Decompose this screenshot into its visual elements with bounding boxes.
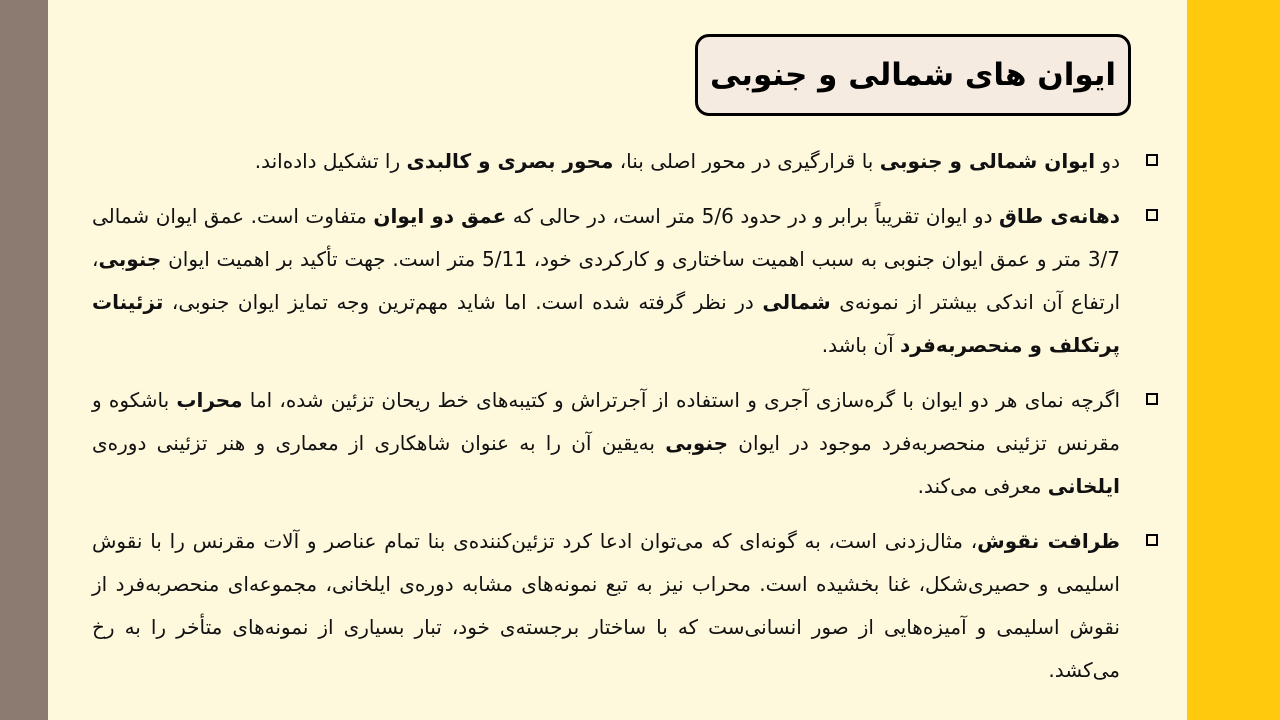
square-bullet-icon: [1146, 393, 1158, 405]
square-bullet-icon: [1146, 534, 1158, 546]
square-bullet-icon: [1146, 209, 1158, 221]
bullet-list: [92, 140, 1158, 704]
bullet-text-segment: متفاوت است. عمق ایوان شمالی 3/7 متر و عمق ایوان جنوبی به سبب اهمیت ساختاری و کارکردی خود، 5/11 متر است. جهت تأکید بر اهمیت ایوان: [92, 204, 1120, 271]
bullet-bold-segment: جنوبی: [98, 247, 162, 271]
bullet-text-segment: اگرچه نمای هر دو ایوان با گره‌سازی آجری و استفاده از آجرتراش و کتیبه‌های خط ریحان تزئین شده، اما: [242, 388, 1120, 412]
bullet-text-segment: دو ایوان تقریباً برابر و در حدود 5/6 متر است، در حالی که: [506, 204, 1000, 228]
bullet-bold-segment: ظرافت نقوش: [977, 529, 1121, 553]
bullet-text-segment: به‌یقین آن را به عنوان شاهکاری از معماری و هنر تزئینی دوره‌ی: [92, 431, 666, 455]
slide-title: ایوان های شمالی و جنوبی: [709, 57, 1117, 93]
bullet-bold-segment: دهانه‌ی طاق: [999, 204, 1120, 228]
bullet-text-segment: ، ارتفاع آن اندکی بیشتر از نمونه‌ی: [92, 247, 1120, 314]
bullet-text-segment: دو: [1095, 149, 1120, 173]
bullet-text-segment: را تشکیل داده‌اند.: [254, 149, 407, 173]
bullet-bold-segment: ایلخانی: [1047, 474, 1120, 498]
bullet-bold-segment: عمق دو ایوان: [373, 204, 507, 228]
bullet-text-segment: آن باشد.: [821, 333, 901, 357]
title-box: [695, 34, 1131, 116]
bullet-bold-segment: محراب: [176, 388, 243, 412]
bullet-item-1: [92, 140, 1158, 183]
bullet-bold-segment: تزئینات پرتکلف و منحصربه‌فرد: [92, 290, 1120, 357]
bullet-bold-segment: شمالی: [762, 290, 831, 314]
bullet-bold-segment: جنوبی: [665, 431, 729, 455]
bullet-text-segment: در نظر گرفته شده است. اما شاید مهم‌ترین وجه تمایز ایوان جنوبی،: [163, 290, 763, 314]
left-decor-band: [0, 0, 48, 720]
bullet-item-2: [92, 195, 1158, 367]
bullet-text-segment: باشکوه و مقرنس تزئینی منحصربه‌فرد موجود در ایوان: [92, 388, 1120, 455]
bullet-bold-segment: محور بصری و کالبدی: [406, 149, 614, 173]
right-decor-band: [1187, 0, 1280, 720]
bullet-bold-segment: ایوان شمالی و جنوبی: [879, 149, 1096, 173]
bullet-item-4: [92, 520, 1158, 692]
bullet-text-segment: ، مثال‌زدنی است، به گونه‌ای که می‌توان ادعا کرد تزئین‌کننده‌ی بنا تمام عناصر و آلات مقرنس را با نقوش اسلیمی و حصیری‌شکل، غنا بخشیده است. محراب نیز به تبع نمونه‌های مشابه دوره‌ی ایلخانی، مجموعه‌ای منحصربه‌فرد از نقوش اسلیمی و آمیزه‌هایی از صور انسانی‌ست که با ساختار برجسته‌ی خود، تبار بسیاری از نمونه‌های متأخر را به رخ می‌کشد.: [92, 529, 1120, 682]
bullet-text-segment: با قرارگیری در محور اصلی بنا،: [613, 149, 880, 173]
bullet-item-3: [92, 379, 1158, 508]
square-bullet-icon: [1146, 154, 1158, 166]
bullet-text-segment: معرفی می‌کند.: [917, 474, 1048, 498]
